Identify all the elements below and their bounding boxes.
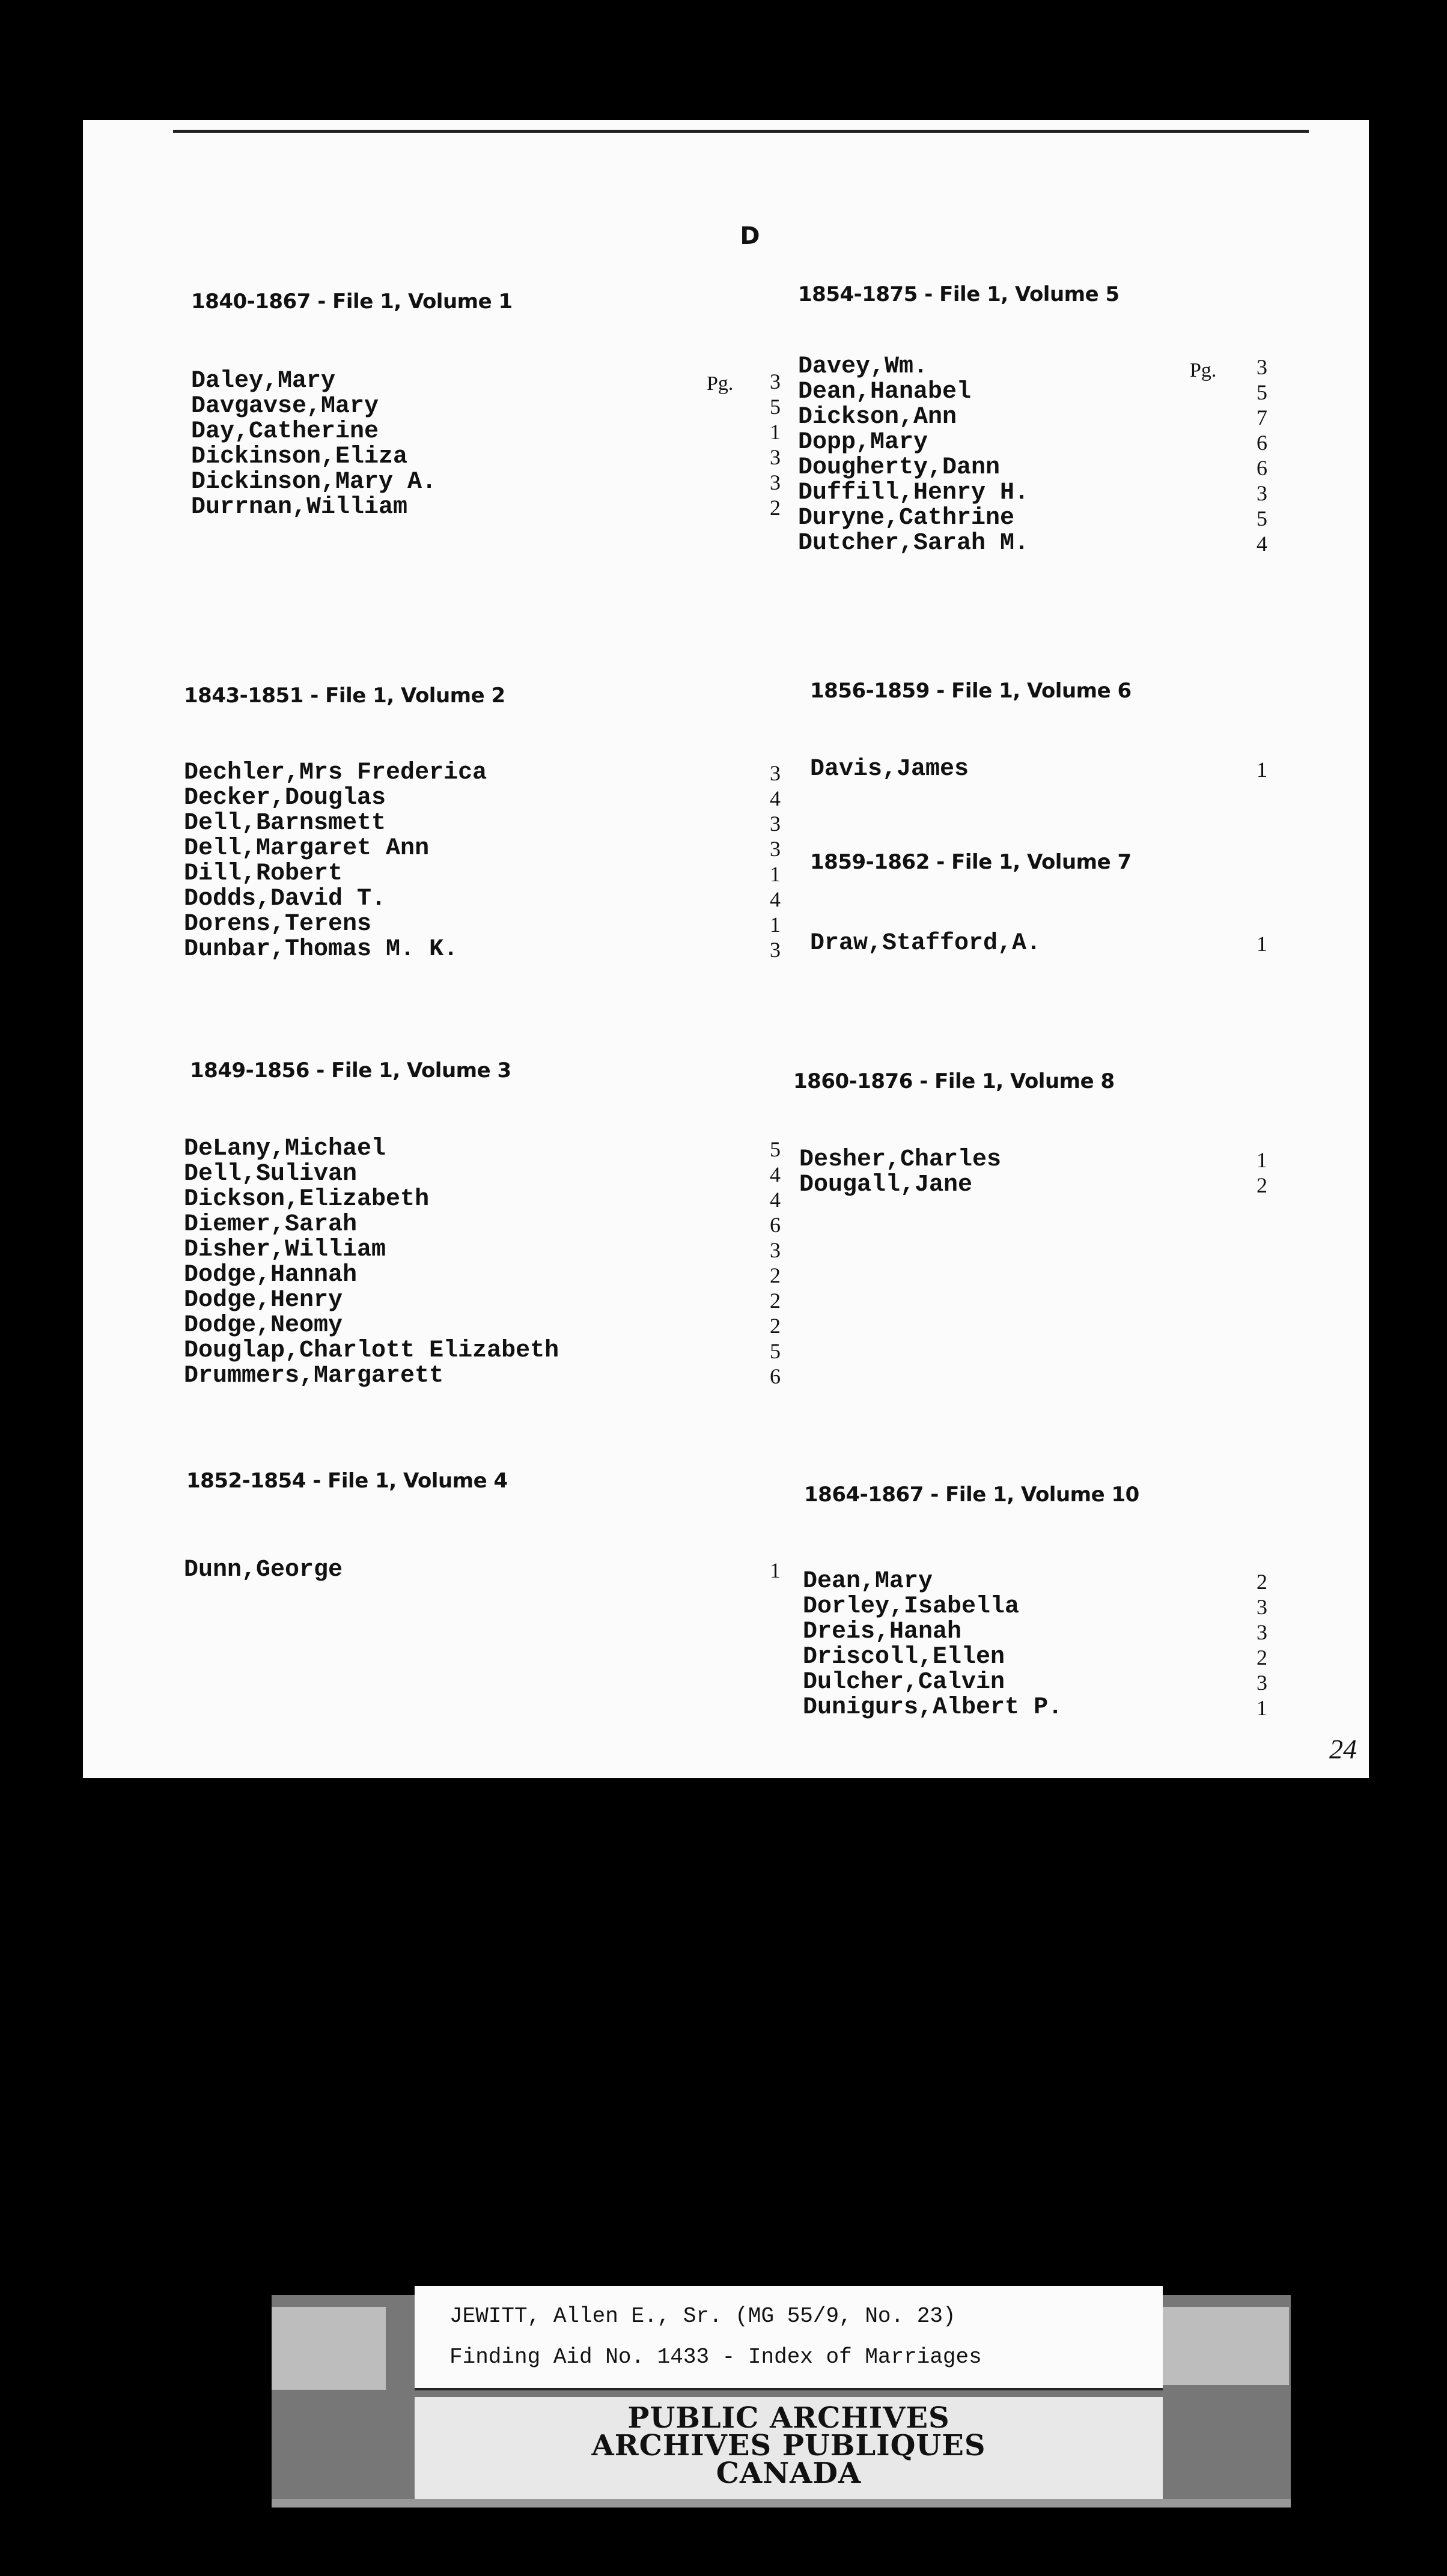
entry-name: Drummers,Margarett xyxy=(184,1362,444,1390)
label-shadow-right xyxy=(1163,2307,1289,2385)
top-rule xyxy=(173,130,1309,133)
section-title: 1843-1851 - File 1, Volume 2 xyxy=(184,684,505,708)
entry-name: Dodge,Henry xyxy=(184,1287,343,1314)
entry-name: Dreis,Hanah xyxy=(803,1618,962,1645)
section-volume-10 xyxy=(804,1483,1357,1721)
label-line-1: JEWITT, Allen E., Sr. (MG 55/9, No. 23) xyxy=(449,2304,956,2328)
entry-page: 4 xyxy=(1257,532,1267,556)
entry-page: 3 xyxy=(770,837,781,861)
entry-name: Dell,Margaret Ann xyxy=(184,835,430,862)
entry-page: 2 xyxy=(770,1289,781,1313)
list-item xyxy=(184,761,803,786)
entry-page: 3 xyxy=(770,1238,781,1262)
entry-page: 3 xyxy=(1257,481,1267,505)
entry-name: Draw,Stafford,A. xyxy=(810,930,1041,957)
entry-name: Driscoll,Ellen xyxy=(803,1644,1005,1671)
list-item xyxy=(803,1670,1357,1695)
entry-name: Dutcher,Sarah M. xyxy=(798,530,1029,557)
list-item xyxy=(798,430,1357,455)
entry-name: DeLany,Michael xyxy=(184,1135,386,1162)
entry-name: Dickson,Elizabeth xyxy=(184,1186,430,1213)
entry-name: Dorley,Isabella xyxy=(803,1593,1020,1620)
section-volume-2 xyxy=(184,684,803,962)
list-item xyxy=(184,887,803,912)
entry-name: Dodds,David T. xyxy=(184,886,386,913)
entry-name: Dunbar,Thomas M. K. xyxy=(184,936,458,963)
entry-name: Dickinson,Eliza xyxy=(191,443,408,470)
entry-name: Dean,Mary xyxy=(803,1568,933,1595)
entry-page: 6 xyxy=(1257,431,1267,455)
entry-page: 6 xyxy=(770,1364,781,1388)
entry-page: 3 xyxy=(1257,1595,1267,1619)
entry-page: 1 xyxy=(1257,1696,1267,1720)
entry-name: Dunigurs,Albert P. xyxy=(803,1694,1063,1721)
list-item xyxy=(191,495,804,520)
entry-name: Diemer,Sarah xyxy=(184,1211,358,1238)
entry-name: Dulcher,Calvin xyxy=(803,1669,1005,1696)
entry-name: Disher,William xyxy=(184,1236,386,1263)
entry-page: 5 xyxy=(1257,380,1267,404)
entry-page: 1 xyxy=(1257,758,1267,782)
entry-name: Dill,Robert xyxy=(184,860,343,887)
list-item xyxy=(184,786,803,811)
list-item xyxy=(184,1162,803,1187)
stamp-line-3: CANADA xyxy=(716,2456,862,2490)
entry-page: 3 xyxy=(1257,355,1267,379)
list-item xyxy=(184,912,803,937)
entry-page: 3 xyxy=(770,938,781,962)
pg-label: Pg. xyxy=(1190,359,1217,381)
entry-name: Dell,Barnsmett xyxy=(184,810,386,837)
section-volume-6 xyxy=(810,679,1351,782)
section-volume-1 xyxy=(191,290,804,520)
handwritten-page-number: 24 xyxy=(1329,1734,1357,1764)
entry-name: Dopp,Mary xyxy=(798,429,928,456)
entry-page: 1 xyxy=(770,1558,781,1582)
entry-page: 2 xyxy=(770,1314,781,1338)
entry-page: 1 xyxy=(1257,1148,1267,1172)
list-item xyxy=(191,470,804,495)
entry-page: 5 xyxy=(1257,506,1267,530)
list-item xyxy=(803,1645,1357,1670)
section-title: 1854-1875 - File 1, Volume 5 xyxy=(798,282,1120,306)
entry-name: Decker,Douglas xyxy=(184,785,386,812)
entry-page: 3 xyxy=(770,369,781,393)
entry-page: 3 xyxy=(770,445,781,469)
stamp-line-2: ARCHIVES PUBLIQUES xyxy=(591,2429,986,2462)
entry-name: Dougherty,Dann xyxy=(798,454,1001,481)
label-shadow-left xyxy=(272,2307,386,2390)
list-item xyxy=(184,1137,803,1162)
entry-name: Durrnan,William xyxy=(191,494,408,521)
section-volume-3 xyxy=(184,1059,803,1390)
list-item xyxy=(184,1212,803,1238)
list-item xyxy=(184,811,803,836)
entry-page: 4 xyxy=(770,887,781,911)
entry-page: 2 xyxy=(1257,1173,1267,1197)
list-item xyxy=(798,481,1357,506)
list-item xyxy=(191,394,804,419)
list-item xyxy=(184,1263,803,1288)
entry-page: 4 xyxy=(770,1162,781,1186)
list-item xyxy=(810,757,1351,782)
entry-page: 1 xyxy=(770,862,781,886)
section-volume-4 xyxy=(186,1469,805,1583)
list-item xyxy=(798,506,1357,531)
entry-page: 3 xyxy=(1257,1620,1267,1644)
entry-name: Dell,Sulivan xyxy=(184,1161,358,1188)
section-title: 1849-1856 - File 1, Volume 3 xyxy=(190,1059,511,1083)
list-item xyxy=(184,1238,803,1263)
section-title: 1852-1854 - File 1, Volume 4 xyxy=(186,1469,508,1493)
list-item xyxy=(184,1187,803,1212)
entry-page: 3 xyxy=(770,761,781,785)
document-page xyxy=(83,120,1369,1778)
entry-page: 5 xyxy=(770,1339,781,1363)
entry-page: 4 xyxy=(770,1188,781,1212)
entry-page: 3 xyxy=(770,812,781,836)
archives-stamp xyxy=(415,2397,1163,2499)
entry-page: 3 xyxy=(1257,1671,1267,1695)
entry-name: Dorens,Terens xyxy=(184,911,372,938)
section-title: 1856-1859 - File 1, Volume 6 xyxy=(810,679,1132,703)
entry-page: 1 xyxy=(770,420,781,444)
index-letter: D xyxy=(740,222,760,250)
entry-page: 2 xyxy=(770,1263,781,1287)
list-item xyxy=(184,1558,805,1583)
list-item xyxy=(803,1620,1357,1645)
list-item xyxy=(184,836,803,861)
finding-aid-label xyxy=(415,2286,1163,2390)
entry-page: 2 xyxy=(1257,1645,1267,1669)
list-item xyxy=(803,1569,1357,1594)
section-volume-5 xyxy=(798,282,1357,556)
entry-name: Davey,Wm. xyxy=(798,353,928,380)
list-item xyxy=(191,369,804,394)
list-item xyxy=(798,354,1357,380)
entry-name: Dougall,Jane xyxy=(799,1171,973,1198)
entry-name: Duffill,Henry H. xyxy=(798,479,1029,506)
list-item xyxy=(798,455,1357,481)
pg-label: Pg. xyxy=(707,372,734,395)
entry-name: Dodge,Neomy xyxy=(184,1312,343,1339)
list-item xyxy=(184,937,803,962)
section-title: 1840-1867 - File 1, Volume 1 xyxy=(191,290,513,314)
list-item xyxy=(810,931,1351,956)
list-item xyxy=(191,419,804,445)
list-item xyxy=(799,1173,1352,1198)
entry-name: Davgavse,Mary xyxy=(191,393,379,420)
list-item xyxy=(184,1364,803,1389)
list-item xyxy=(798,405,1357,430)
entry-name: Dickinson,Mary A. xyxy=(191,469,437,496)
list-item xyxy=(799,1147,1352,1173)
list-item xyxy=(184,1313,803,1338)
entry-page: 3 xyxy=(770,470,781,494)
entry-page: 1 xyxy=(1257,932,1267,956)
entry-page: 7 xyxy=(1257,406,1267,430)
list-item xyxy=(191,445,804,470)
entry-page: 5 xyxy=(770,1137,781,1161)
entry-page: 2 xyxy=(770,496,781,520)
list-item xyxy=(184,1288,803,1313)
list-item xyxy=(798,531,1357,556)
entry-name: Dodge,Hannah xyxy=(184,1262,358,1289)
entry-name: Dean,Hanabel xyxy=(798,378,972,406)
section-title: 1859-1862 - File 1, Volume 7 xyxy=(810,850,1132,874)
entry-page: 1 xyxy=(770,913,781,937)
entry-name: Douglap,Charlott Elizabeth xyxy=(184,1337,559,1364)
entry-page: 6 xyxy=(1257,456,1267,480)
section-title: 1864-1867 - File 1, Volume 10 xyxy=(804,1483,1139,1507)
label-bottom-strip xyxy=(272,2499,1291,2508)
stamp-line-1: PUBLIC ARCHIVES xyxy=(627,2401,950,2435)
entry-page: 5 xyxy=(770,395,781,419)
label-line-2: Finding Aid No. 1433 - Index of Marriages xyxy=(449,2345,982,2369)
entry-page: 4 xyxy=(770,786,781,810)
section-volume-7 xyxy=(810,850,1351,956)
list-item xyxy=(184,861,803,887)
list-item xyxy=(798,380,1357,405)
entry-name: Daley,Mary xyxy=(191,368,336,395)
entry-name: Dunn,George xyxy=(184,1557,343,1584)
list-item xyxy=(184,1338,803,1364)
entry-name: Dickson,Ann xyxy=(798,404,957,431)
entry-name: Day,Catherine xyxy=(191,418,379,445)
section-volume-8 xyxy=(793,1069,1352,1198)
entry-page: 2 xyxy=(1257,1570,1267,1594)
entry-name: Desher,Charles xyxy=(799,1146,1002,1173)
entry-page: 6 xyxy=(770,1213,781,1237)
section-title: 1860-1876 - File 1, Volume 8 xyxy=(793,1069,1115,1093)
entry-name: Davis,James xyxy=(810,756,969,783)
entry-name: Duryne,Cathrine xyxy=(798,505,1015,532)
list-item xyxy=(803,1594,1357,1620)
list-item xyxy=(803,1695,1357,1721)
entry-name: Dechler,Mrs Frederica xyxy=(184,759,487,786)
